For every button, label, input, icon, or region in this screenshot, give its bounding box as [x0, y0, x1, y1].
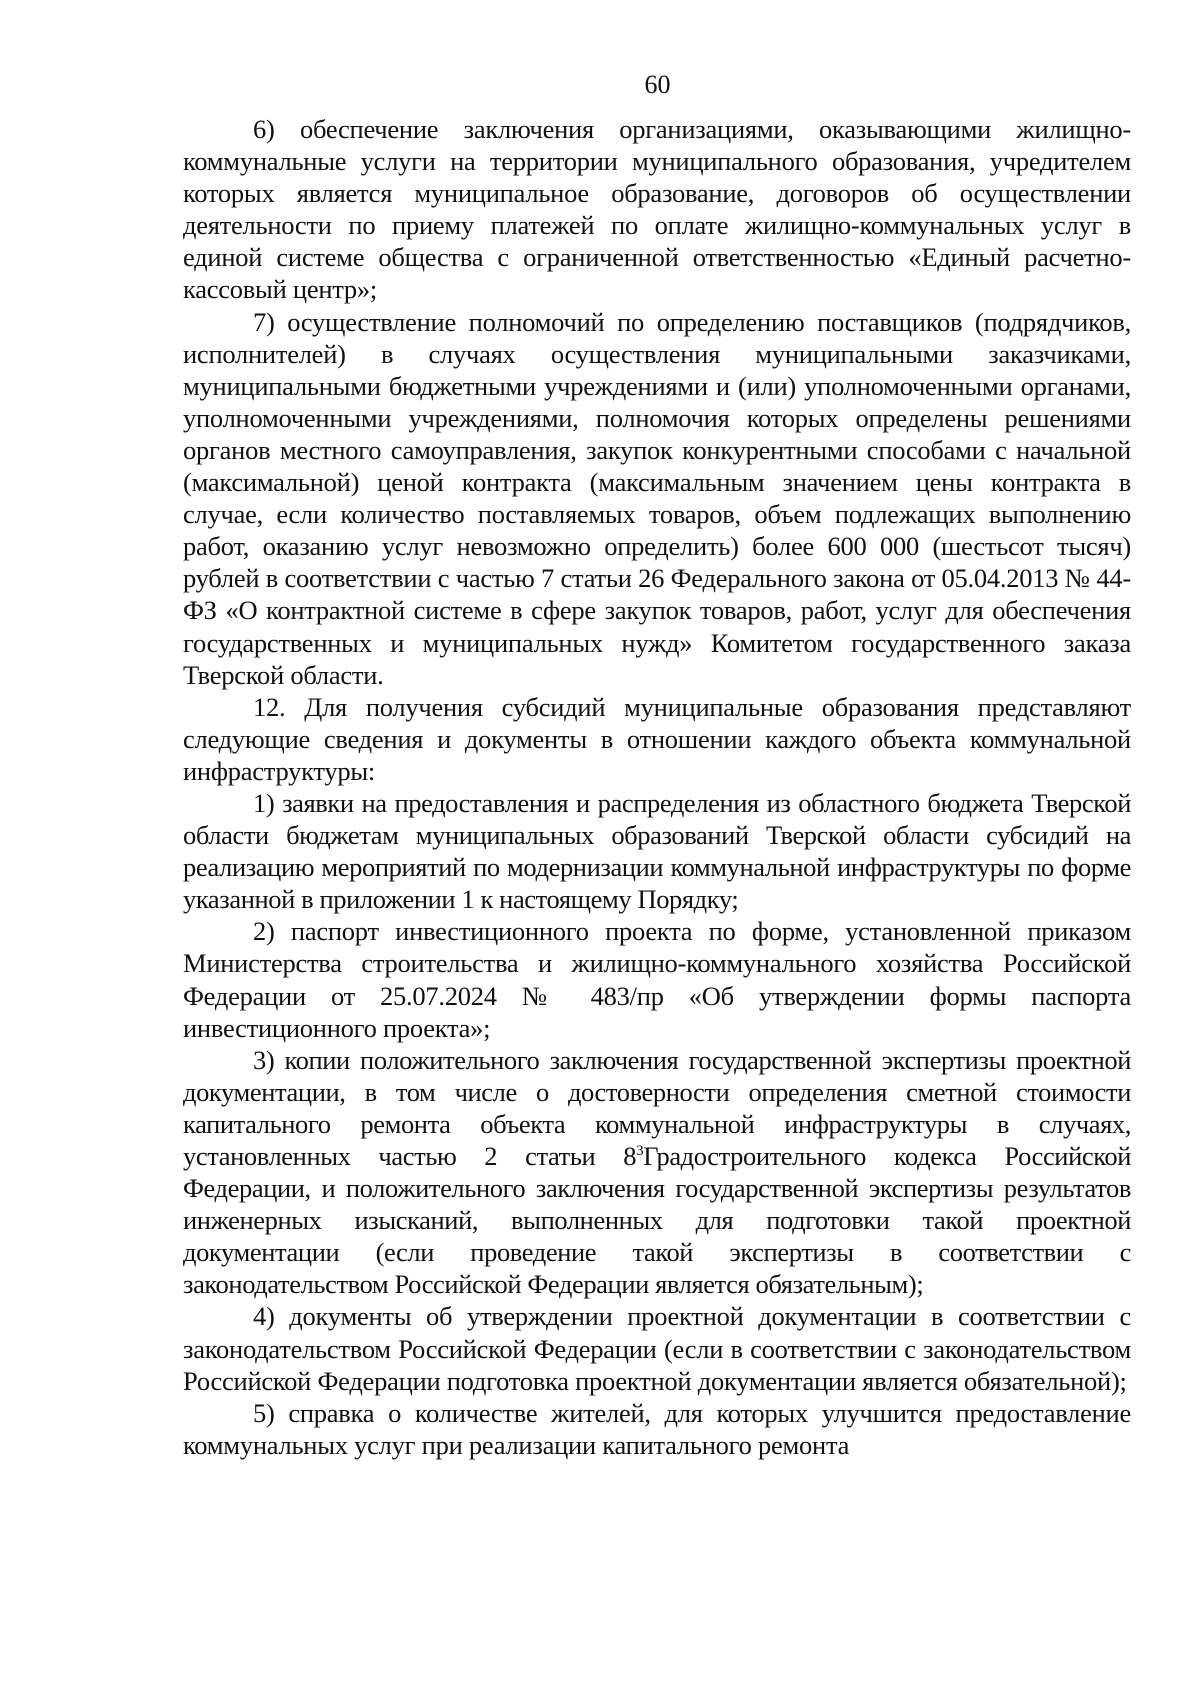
- paragraph-12-subsidy-documents: 12. Для получения субсидий муниципальные образования представляют следующие сведения и документы в отношении каждого объекта коммунальной инфраструктуры:: [183, 691, 1131, 786]
- paragraph-3-tail: Градостроительного кодекса Российской Федерации, и положительного заключения государственной экспертизы результатов инженерных изысканий, выполненных для подготовки такой проектной документации (если проведение такой экспертизы в соответствии с законодательством Российской Федерации является обязательным);: [183, 1141, 1131, 1300]
- article-superscript: 3: [636, 1143, 644, 1159]
- paragraph-3-expertise-copies: [183, 1044, 1131, 1301]
- page-number: 60: [644, 70, 671, 99]
- paragraph-4-approval-documents: 4) документы об утверждении проектной документации в соответствии с законодательством Российской Федерации (если в соответствии с законодательством Российской Федерации подготовка проектной документации является обязательной);: [183, 1301, 1131, 1396]
- paragraph-7-procurement-powers: 7) осуществление полномочий по определению поставщиков (подрядчиков, исполнителей) в случаях осуществления муниципальными заказчиками, муниципальными бюджетными учреждениями и (или) уполномоченными органами, уполномоченными учреждениями, полномочия которых определены решениями органов местного самоуправления, закупок конкурентными способами с начальной (максимальной) ценой контракта (максимальным значением цены контракта в случае, если количество поставляемых товаров, объем подлежащих выполнению работ, оказанию услуг невозможно определить) более 600 000 (шестьсот тысяч) рублей в соответствии с частью 7 статьи 26 Федерального закона от 05.04.2013 № 44-ФЗ «О контрактной системе в сфере закупок товаров, работ, услуг для обеспечения государственных и муниципальных нужд» Комитетом государственного заказа Тверской области.: [183, 306, 1131, 690]
- paragraph-3-head: 3) копии положительного заключения государственной экспертизы проектной документации, в том числе о достоверности определения сметной стоимости капитального ремонта объекта коммунальной инфраструктуры в случаях, установленных частью 2 статьи 8: [183, 1044, 1131, 1171]
- paragraph-5-residents-certificate: 5) справка о количестве жителей, для которых улучшится предоставление коммунальных услуг при реализации капитального ремонта: [183, 1397, 1131, 1460]
- paragraph-2-investment-passport: 2) паспорт инвестиционного проекта по форме, установленной приказом Министерства строительства и жилищно-коммунального хозяйства Российской Федерации от 25.07.2024 № 483/пр «Об утверждении формы паспорта инвестиционного проекта»;: [183, 916, 1131, 1043]
- paragraph-1-applications: 1) заявки на предоставления и распределения из областного бюджета Тверской области бюджетам муниципальных образований Тверской области субсидий на реализацию мероприятий по модернизации коммунальной инфраструктуры по форме указанной в приложении 1 к настоящему Порядку;: [183, 787, 1131, 915]
- paragraph-6-payment-agreements: 6) обеспечение заключения организациями, оказывающими жилищно-коммунальные услуги на территории муниципального образования, учредителем которых является муниципальное образование, договоров об осуществлении деятельности по приему платежей по оплате жилищно-коммунальных услуг в единой системе общества с ограниченной ответственностью «Единый расчетно-кассовый центр»;: [183, 114, 1131, 305]
- document-body: [183, 113, 1131, 1461]
